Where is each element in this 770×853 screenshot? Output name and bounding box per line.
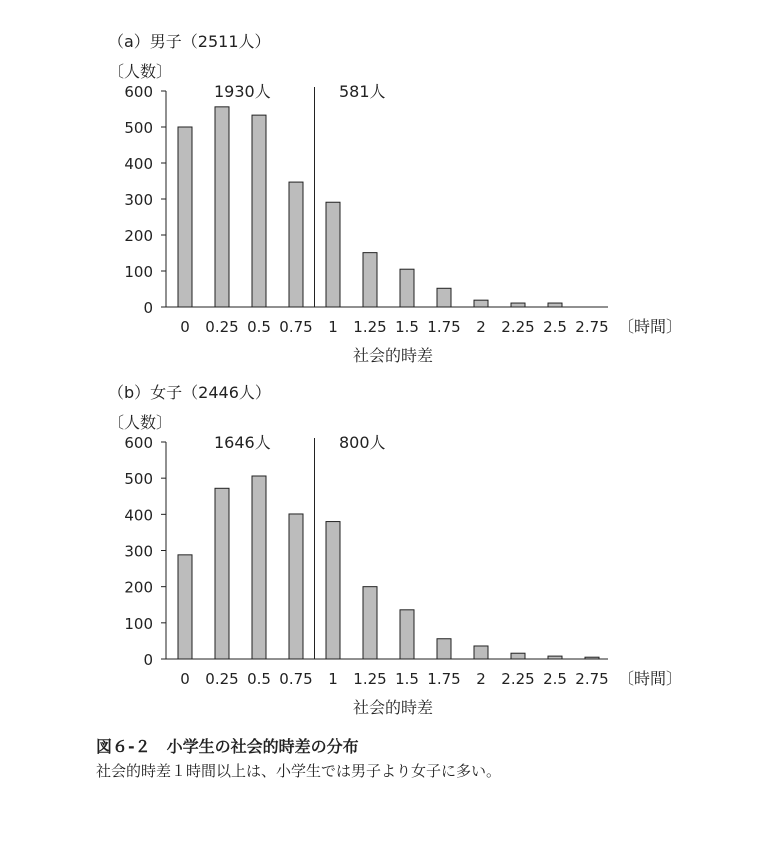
bar [326, 202, 340, 307]
x-tick-label: 1.75 [427, 318, 461, 336]
chart-girls [108, 383, 682, 717]
bar [400, 269, 414, 307]
x-tick-label: 0 [180, 670, 190, 688]
x-tick-label: 0.25 [205, 318, 239, 336]
bar [511, 653, 525, 659]
x-tick-label: 2.75 [575, 318, 609, 336]
x-tick-label: 0.25 [205, 670, 239, 688]
y-tick-label: 600 [124, 83, 153, 101]
bar [511, 303, 525, 307]
x-tick-label: 0.5 [247, 318, 271, 336]
bar [178, 555, 192, 659]
x-tick-label: 1.25 [353, 318, 387, 336]
bar [252, 115, 266, 307]
x-axis-label: 社会的時差 [352, 346, 434, 365]
bar [548, 303, 562, 307]
y-tick-label: 500 [124, 119, 153, 137]
x-tick-label: 1.75 [427, 670, 461, 688]
y-tick-label: 100 [124, 263, 153, 281]
x-tick-label: 1 [328, 670, 338, 688]
y-tick-label: 100 [124, 614, 153, 633]
y-tick-label: 200 [124, 578, 153, 597]
x-tick-label: 2.75 [575, 670, 609, 688]
x-tick-label: 2.5 [543, 670, 567, 688]
y-tick-label: 500 [124, 470, 153, 489]
x-tick-label: 2.25 [501, 670, 535, 688]
y-tick-label: 300 [124, 542, 153, 561]
x-tick-label: 0.5 [247, 670, 271, 688]
x-tick-label: 2 [476, 670, 486, 688]
x-tick-label: 0.75 [279, 318, 313, 336]
bar [289, 182, 303, 307]
bar [215, 107, 229, 307]
chart-title: （b）女子（2446人） [108, 383, 271, 402]
x-tick-label: 2.25 [501, 318, 535, 336]
bar [585, 657, 599, 659]
bar [252, 476, 266, 659]
bar [326, 522, 340, 659]
y-tick-label: 400 [124, 506, 153, 525]
figure-caption-body: 社会的時差１時間以上は、小学生では男子より女子に多い。 [96, 762, 502, 780]
bar [437, 288, 451, 307]
x-tick-label: 1 [328, 318, 338, 336]
x-tick-label: 1.25 [353, 670, 387, 688]
annotation-right-count: 800人 [339, 433, 386, 452]
bar [363, 587, 377, 659]
x-axis-unit: 〔時間〕 [618, 669, 683, 688]
y-tick-label: 300 [124, 191, 153, 209]
bar [437, 639, 451, 659]
bar [474, 646, 488, 659]
x-tick-label: 1.5 [395, 670, 419, 688]
bar-marks [124, 83, 608, 336]
chart-boys [108, 32, 682, 365]
x-tick-label: 2.5 [543, 318, 567, 336]
x-axis-unit: 〔時間〕 [618, 317, 683, 336]
x-tick-label: 0.75 [279, 670, 313, 688]
bar [548, 656, 562, 659]
x-tick-label: 2 [476, 318, 486, 336]
y-tick-label: 600 [124, 434, 153, 452]
bar [474, 300, 488, 307]
bar [289, 514, 303, 659]
y-tick-label: 0 [143, 299, 153, 317]
x-tick-label: 1.5 [395, 318, 419, 336]
figure-caption-title: 図６-２ 小学生の社会的時差の分布 [96, 737, 359, 756]
annotation-right-count: 581人 [339, 82, 386, 101]
annotation-left-count: 1646人 [214, 433, 271, 452]
bar-marks [124, 434, 608, 688]
annotation-left-count: 1930人 [214, 82, 271, 101]
y-tick-label: 0 [143, 651, 153, 669]
y-axis-label: 〔人数〕 [108, 62, 173, 81]
y-axis-label: 〔人数〕 [108, 413, 173, 432]
bar [178, 127, 192, 307]
y-tick-label: 400 [124, 155, 153, 173]
y-tick-label: 200 [124, 227, 153, 245]
x-tick-label: 0 [180, 318, 190, 336]
bar [363, 253, 377, 307]
bar [215, 488, 229, 659]
chart-title: （a）男子（2511人） [108, 32, 271, 51]
bar [400, 610, 414, 659]
x-axis-label: 社会的時差 [352, 698, 434, 717]
